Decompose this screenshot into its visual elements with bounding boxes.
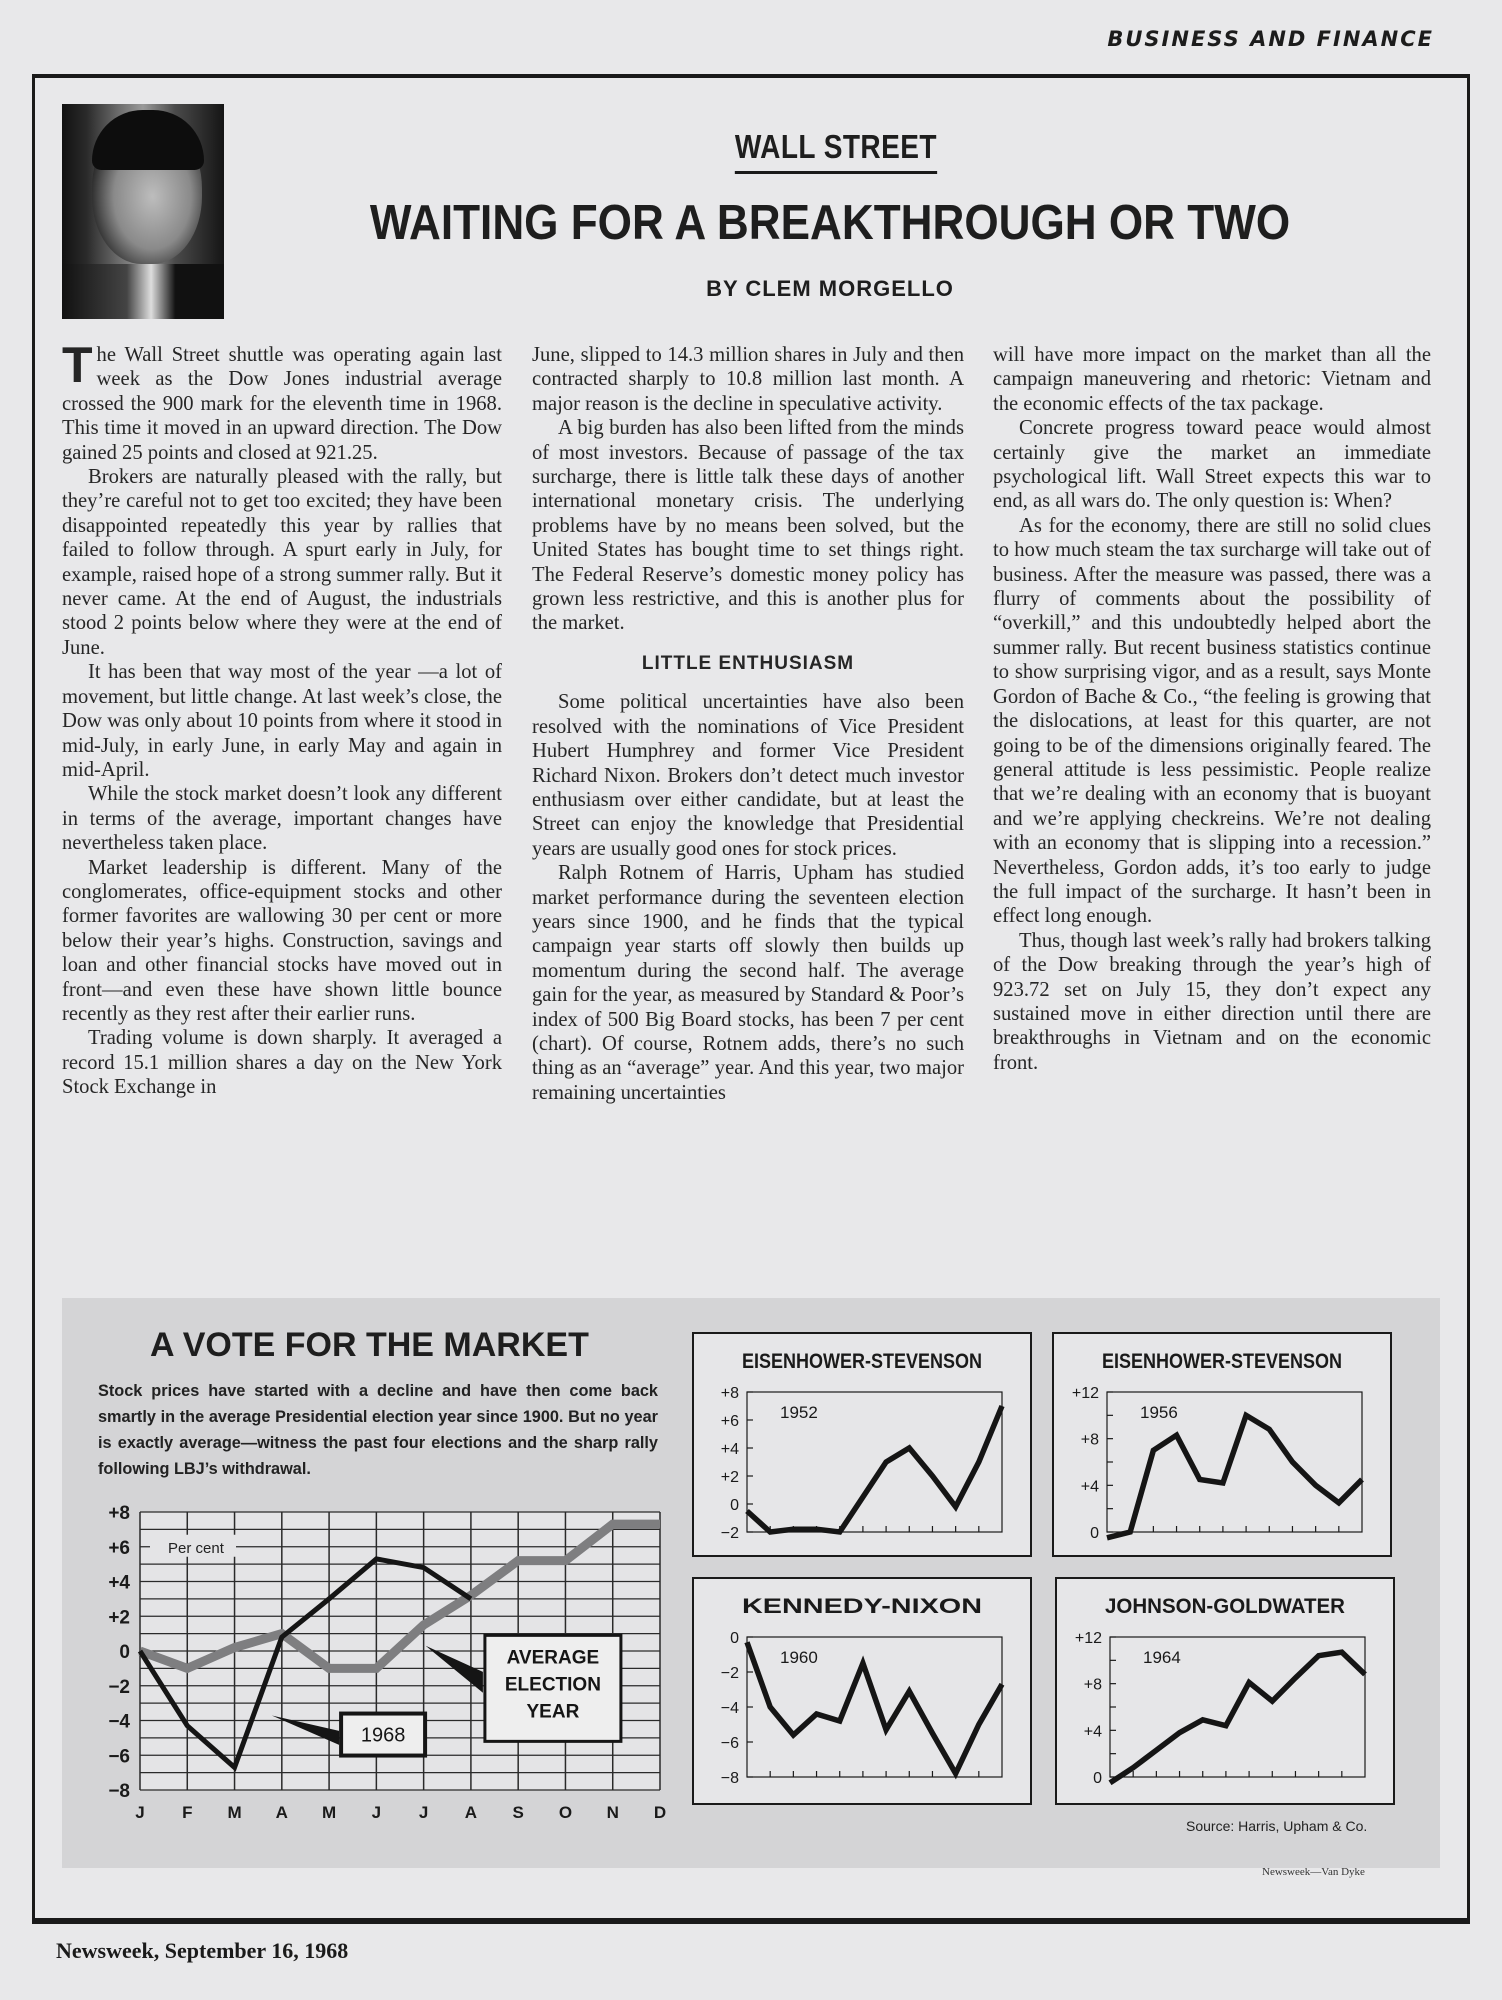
paragraph: Some political uncertainties have also been resolved with the nominations of Vice President Hubert Humphrey and former Vice President Richard Nixon. Brokers don’t detect much investor enthusiasm over either candidate, but at least the Street can enjoy the knowledge that Presidential years are usually good ones for stock prices. [532, 691, 964, 860]
paragraph: Market leadership is different. Many of the conglomerates, office-equipment stocks and other former favorites are wallowing 30 per cent or more below their year’s highs. Construction, savings and loan and other financial stocks have moved out in front—and even these have shown little bounce recently as they rest after their earlier runs. [62, 856, 502, 1025]
paragraph: Trading volume is down sharply. It averaged a record 15.1 million shares a day on the New York Stock Exchange in [62, 1027, 502, 1099]
svg-text:+12: +12 [1074, 1630, 1102, 1647]
svg-text:N: N [606, 1803, 619, 1822]
svg-text:KENNEDY-NIXON: KENNEDY-NIXON [742, 1595, 982, 1618]
publication-footer: Newsweek, September 16, 1968 [56, 1938, 349, 1963]
paragraph: Thus, though last week’s rally had brokers talking of the Dow breaking through the year’s high of 923.72 set on July 15, they don’t expect any sustained move in either direction until there are breakthroughs in Vietnam and on the economic front. [993, 929, 1431, 1074]
paragraph: It has been that way most of the year —a lot of movement, but little change. At last week’s close, the Dow was only about 10 points from where it stood in mid-July, in early June, in early May and again in mid-April. [62, 661, 502, 781]
svg-text:0: 0 [730, 1630, 739, 1647]
svg-text:1968: 1968 [360, 1724, 406, 1747]
svg-text:EISENHOWER-STEVENSON: EISENHOWER-STEVENSON [742, 1350, 982, 1373]
svg-text:+4: +4 [720, 1441, 739, 1458]
headline: WAITING FOR A BREAKTHROUGH OR TWO [369, 196, 1291, 250]
article-column-3 [993, 343, 1431, 1075]
svg-text:−4: −4 [108, 1711, 130, 1733]
svg-text:−6: −6 [720, 1735, 739, 1752]
mini-chart-1956 [1052, 1332, 1392, 1557]
svg-text:+8: +8 [720, 1385, 739, 1402]
svg-text:−4: −4 [720, 1700, 739, 1717]
svg-text:+12: +12 [1071, 1385, 1099, 1402]
main-line-chart [90, 1500, 670, 1840]
svg-text:+6: +6 [108, 1537, 130, 1559]
svg-text:M: M [227, 1803, 242, 1822]
paragraph: Brokers are naturally pleased with the rally, but they’re careful not to get too excited; they have been disappointed repeatedly this year by rallies that failed to follow through. A spurt early in July, for example, raised hope of a strong summer rally. But it never came. At the end of August, the industrials stood 2 points below where they were at the end of June. [62, 466, 502, 659]
paragraph: A big burden has also been lifted from the minds of most investors. Because of passage of the tax surcharge, there is little talk these days of another international monetary crisis. The underlying problems have by no means been solved, but the United States has bought time to set things right. The Federal Reserve’s domestic money policy has grown less restrictive, and this is another plus for the market. [532, 417, 964, 635]
article-column-1 [62, 337, 502, 1100]
svg-text:J: J [135, 1803, 145, 1822]
svg-text:+4: +4 [1083, 1723, 1102, 1741]
paragraph: will have more impact on the market than all the campaign maneuvering and rhetoric: Vietnam and the economic effects of the tax package. [993, 344, 1431, 415]
article-column-2 [532, 343, 964, 1105]
section-label: BUSINESS AND FINANCE [1107, 27, 1434, 51]
svg-text:0: 0 [119, 1642, 130, 1663]
svg-text:+2: +2 [720, 1469, 739, 1486]
chart-source: Source: Harris, Upham & Co. [1186, 1818, 1368, 1834]
paragraph: The Wall Street shuttle was operating again last week as the Dow Jones industrial average crossed the 900 mark for the eleventh time in 1968. This time it moved in an upward direction. The Dow gained 25 points and closed at 921.25. [62, 337, 502, 464]
svg-text:−8: −8 [108, 1781, 130, 1802]
svg-text:+4: +4 [1080, 1478, 1099, 1496]
svg-text:ELECTION: ELECTION [504, 1674, 601, 1696]
mini-chart-1960 [692, 1577, 1032, 1805]
svg-text:0: 0 [730, 1497, 739, 1514]
svg-text:S: S [512, 1803, 524, 1822]
svg-text:O: O [558, 1803, 573, 1822]
svg-text:F: F [182, 1803, 193, 1822]
svg-text:JOHNSON-GOLDWATER: JOHNSON-GOLDWATER [1105, 1595, 1345, 1618]
subhead: LITTLE ENTHUSIASM [641, 652, 855, 674]
paragraph: June, slipped to 14.3 million shares in July and then contracted sharply to 10.8 million last month. A major reason is the decline in speculative activity. [532, 344, 964, 415]
mini-chart-1964 [1055, 1577, 1395, 1805]
svg-text:1956: 1956 [1140, 1403, 1178, 1422]
svg-text:0: 0 [1093, 1770, 1102, 1787]
byline: BY CLEM MORGELLO [706, 276, 954, 301]
svg-text:−2: −2 [720, 1665, 739, 1682]
svg-text:0: 0 [1090, 1525, 1099, 1542]
svg-text:1964: 1964 [1143, 1648, 1181, 1667]
svg-text:−2: −2 [108, 1676, 130, 1698]
svg-text:−2: −2 [720, 1525, 739, 1542]
svg-text:1960: 1960 [780, 1648, 818, 1667]
svg-text:AVERAGE: AVERAGE [506, 1647, 600, 1669]
svg-text:1952: 1952 [780, 1403, 818, 1422]
svg-text:+8: +8 [1080, 1431, 1099, 1449]
drop-cap: T [62, 337, 93, 393]
svg-text:J: J [418, 1803, 429, 1822]
svg-text:YEAR: YEAR [526, 1701, 580, 1723]
chart-description: Stock prices have started with a decline and have then come back smartly in the average Presidential election year since 1900. But no year is exactly average—witness the past four elections and the sharp rally following LBJ’s withdrawal. [98, 1382, 658, 1478]
svg-text:A: A [464, 1803, 478, 1822]
svg-text:D: D [653, 1803, 667, 1822]
chart-title: A VOTE FOR THE MARKET [150, 1326, 589, 1364]
svg-text:+8: +8 [108, 1503, 130, 1524]
svg-text:+6: +6 [720, 1413, 739, 1430]
kicker: WALL STREET [0, 128, 1502, 174]
paragraph: Concrete progress toward peace would almost certainly give the market an immediate psychological lift. Wall Street expects this war to end, as all wars do. The only question is: When? [993, 417, 1431, 513]
svg-text:−6: −6 [108, 1746, 130, 1768]
svg-text:EISENHOWER-STEVENSON: EISENHOWER-STEVENSON [1102, 1350, 1342, 1373]
mini-chart-1952 [692, 1332, 1032, 1557]
svg-text:+8: +8 [1083, 1676, 1102, 1694]
svg-text:−8: −8 [720, 1770, 739, 1787]
paragraph: While the stock market doesn’t look any different in terms of the average, important changes have nevertheless taken place. [62, 783, 502, 855]
svg-text:M: M [322, 1803, 337, 1822]
svg-text:A: A [275, 1803, 288, 1822]
chart-credit: Newsweek—Van Dyke [1262, 1866, 1365, 1878]
paragraph: Ralph Rotnem of Harris, Upham has studied market performance during the seventeen election years since 1900, and he finds that the typical campaign year starts off slowly then builds up momentum during the second half. The average gain for the year, as measured by Standard & Poor’s index of 500 Big Board stocks, has been 7 per cent (chart). Of course, Rotnem adds, there’s no such thing as an “average” year. And this year, two major remaining uncertainties [532, 862, 964, 1104]
svg-text:J: J [371, 1803, 382, 1822]
svg-text:Per cent: Per cent [168, 1539, 224, 1557]
paragraph: As for the economy, there are still no solid clues to how much steam the tax surcharge will take out of business. After the measure was passed, there was a flurry of comments about the possibility of “overkill,” and this undoubtedly helped abort the summer rally. But recent business statistics continue to show surprising vigor, and as a result, says Monte Gordon of Bache & Co., “the feeling is growing that the dislocations, at least for this quarter, are not going to be of the dimensions originally feared. The general attitude is less pessimistic. People realize that we’re dealing with an economy that is buoyant and we’re applying checkreins. We’re not dealing with an economy that is slipping into a recession.” Nevertheless, Gordon adds, it’s too early to judge the full impact of the surcharge. It hasn’t been in effect long enough. [993, 514, 1431, 928]
svg-text:+4: +4 [108, 1572, 130, 1594]
svg-text:+2: +2 [108, 1607, 130, 1629]
